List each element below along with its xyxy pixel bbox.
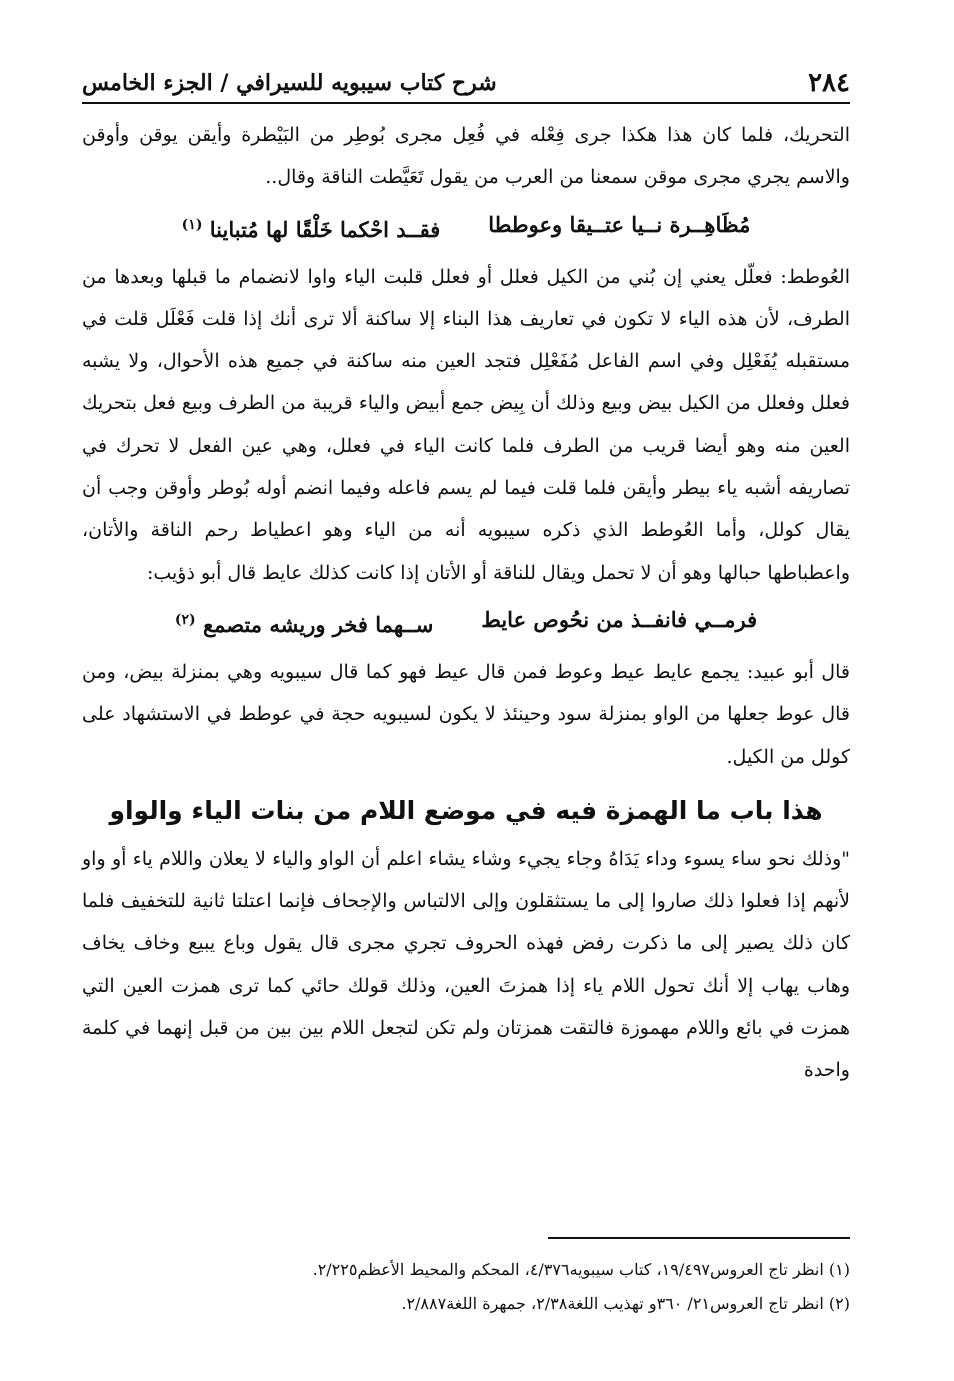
page-body: [82, 114, 850, 1092]
footnote: (٢) انظر تاج العروس٢١/ ٣٦٠و تهذيب اللغة٢/٣٨، جمهرة اللغة٢/٨٨٧.: [401, 1294, 850, 1313]
verse-second-hemistich-text: ســهما فخر وريشه متصمع: [202, 611, 434, 637]
verse-second-hemistich: [175, 594, 434, 651]
footnote-divider: [548, 1237, 850, 1239]
poetry-verse: [82, 594, 850, 651]
page-number: ٢٨٤: [808, 68, 850, 98]
paragraph: "وذلك نحو ساء يسوء وداء يَدَاهُ وجاء يجيء وشاء يشاء اعلم أن الواو والياء لا يعلان واللام ياء أو واو لأنهم إذا فعلوا ذلك صاروا إلى ما يستثقلون وإلى الالتباس والإجحاف فإنما اعتلتا ثانية للتخفيف فلما كان ذلك يصير إلى ما ذكرت رفض فهذه الحروف تجري مجرى قال يقول وباع يبيع وخاف يخاف وهاب يهاب إلا أنك تحول اللام ياء إذا همزتَ العين، وذلك قولك حائي كما ترى همزت العين التي همزت في بائع واللام مهموزة فالتقت همزتان ولم تكن لتجعل اللام بين بين من قبل إنهما في كلمة واحدة: [82, 847, 850, 1082]
verse-second-hemistich-text: فقــد احْكما خَلْقًا لها مُتباينا: [209, 216, 441, 242]
footnote-ref: (١): [181, 216, 203, 233]
running-title: شرح كتاب سيبويه للسيرافي / الجزء الخامس: [82, 70, 497, 96]
footnote-ref: (٢): [174, 611, 196, 628]
poetry-verse: [82, 199, 850, 256]
page-header: [82, 58, 850, 104]
verse-first-hemistich: فرمــي فانفــذ من نحُوص عايط: [481, 606, 758, 632]
footnote: (١) انظر تاج العروس١٩/٤٩٧، كتاب سيبويه٤/٣٧٦، المحكم والمحيط الأعظم٢/٢٢٥.: [312, 1260, 850, 1279]
paragraph: قال أبو عبيد: يجمع عايط عيط وعوط فمن قال عيط فهو كما قال سيبويه وهي بمنزلة بيض، ومن قال عوط جعلها من الواو بمنزلة سود وحينئذ لا يكون لسيبويه حجة في عوطط في الاستشهاد على كولل من الكيل.: [82, 660, 850, 768]
footnotes: [150, 1253, 850, 1321]
verse-first-hemistich: مُظَاهِــرة نــيا عتــيقا وعوططا: [488, 211, 751, 237]
section-heading: هذا باب ما الهمزة فيه في موضع اللام من بنات الياء والواو: [109, 795, 823, 825]
verse-second-hemistich: [182, 199, 441, 256]
paragraph: التحريك، فلما كان هذا هكذا جرى فِعْله في فُعِل مجرى بُوطِر من البَيْطرة وأيقن يوقن وأوقن والاسم يجري مجرى موقن سمعنا من العرب من يقول تَعَيَّطت الناقة وقال..: [82, 124, 850, 189]
paragraph: العُوطط: فعلّل يعني إن بُني من الكيل فعلل أو فعلل قلبت الياء واوا لانضمام ما قبلها وبعدها من الطرف، لأن هذه الياء لا تكون في تعاريف هذا البناء إلا ساكنة ألا ترى أنك إذا قلت فَعْلَل قلت في مستقبله يُفَعْلِل وفي اسم الفاعل مُفَعْلِل فتجد العين منه ساكنة في جميع هذه الأحوال، ولا يشبه فعلل وفعلل من الكيل بيض وبيع وذلك أن بِيض جمع أبيض والياء قريبة من الطرف وبيع فعل بتحريك العين منه وهو أيضا قريب من الطرف فلما كانت الياء في فعلل، وهي عين الفعل لا تحرك في تصاريفه أشبه ياء بيطر وأيقن فلما قلت فيما لم يسم فاعله وفيما انضم أوله بُوطر وأوقن وجب أن يقال كولل، وأما العُوطط الذي ذكره سيبويه أنه من الياء وهو اعطياط رحم الناقة والأتان، واعطباطها حبالها وهو أن لا تحمل ويقال للناقة أو الأتان إذا كانت كذلك عايط قال أبو ذؤيب:: [82, 265, 850, 584]
